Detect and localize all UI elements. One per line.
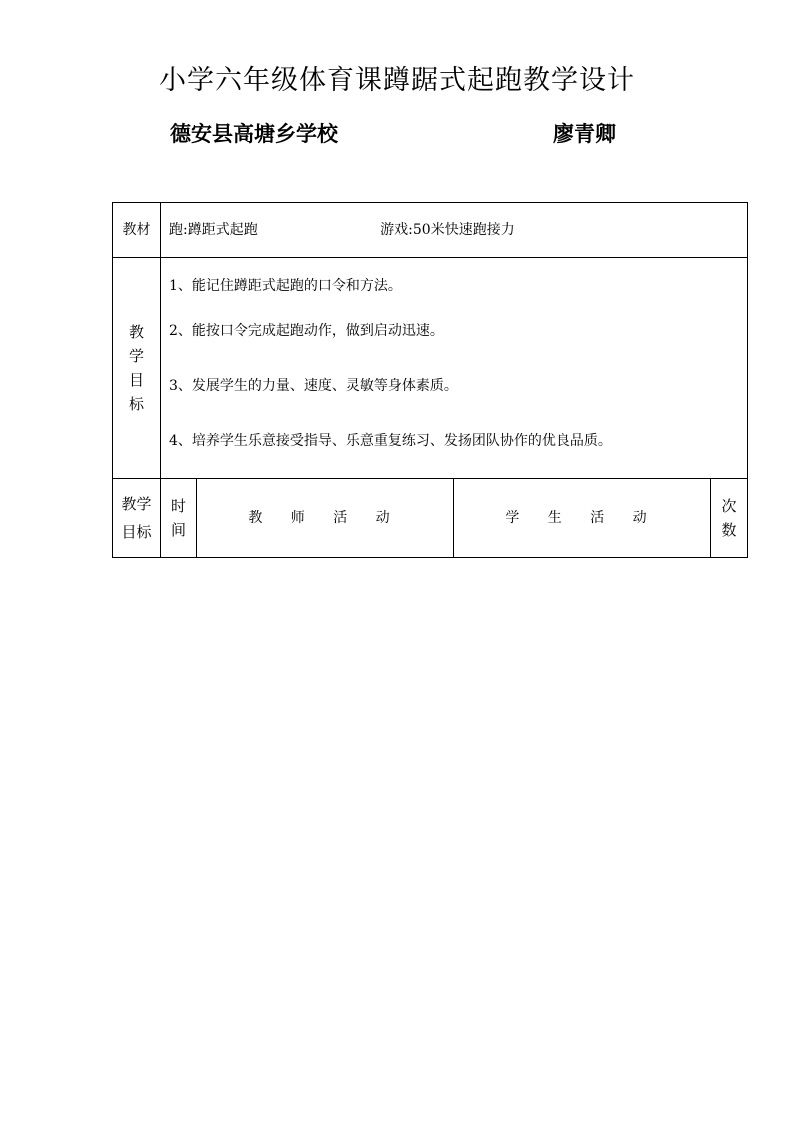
objectives-row [113,258,748,479]
header-count-cell [711,479,748,558]
objectives-label-char: 标 [128,395,144,413]
header-count-line1: 次 [721,497,737,515]
objectives-label-char: 目 [128,371,144,389]
activity-header-row [113,479,748,558]
school-name: 德安县高塘乡学校 [170,122,338,146]
material-content-cell [161,203,748,258]
material-content: 跑:蹲距式起跑 [169,221,258,238]
document-title: 小学六年级体育课蹲踞式起跑教学设计 [159,65,635,96]
objectives-label-char: 学 [128,347,144,365]
header-time-line1: 时 [170,497,186,515]
header-objectives-line2: 目标 [121,523,152,541]
game-content: 游戏:50米快速跑接力 [380,221,515,238]
header-teacher-activity: 教 师 活 动 [197,479,454,558]
objectives-label-char: 教 [128,323,144,341]
header-objectives-cell [113,479,161,558]
header-count-line2: 数 [721,521,737,539]
objectives-label-cell [113,258,161,479]
header-objectives-line1: 教学 [121,495,152,513]
objective-item: 1、能记住蹲距式起跑的口令和方法。 [169,277,402,294]
header-student-activity: 学 生 活 动 [454,479,711,558]
author-name: 廖青卿 [553,122,616,146]
material-row [113,203,748,258]
objective-item: 3、发展学生的力量、速度、灵敏等身体素质。 [169,377,458,394]
objective-item: 2、能按口令完成起跑动作，做到启动迅速。 [169,322,444,339]
objective-item: 4、培养学生乐意接受指导、乐意重复练习、发扬团队协作的优良品质。 [169,432,612,449]
material-label: 教材 [122,221,151,238]
header-time-cell [161,479,197,558]
header-time-line2: 间 [170,521,186,539]
lesson-plan-table [112,202,748,558]
objectives-content-cell [161,258,748,479]
material-label-cell [113,203,161,258]
